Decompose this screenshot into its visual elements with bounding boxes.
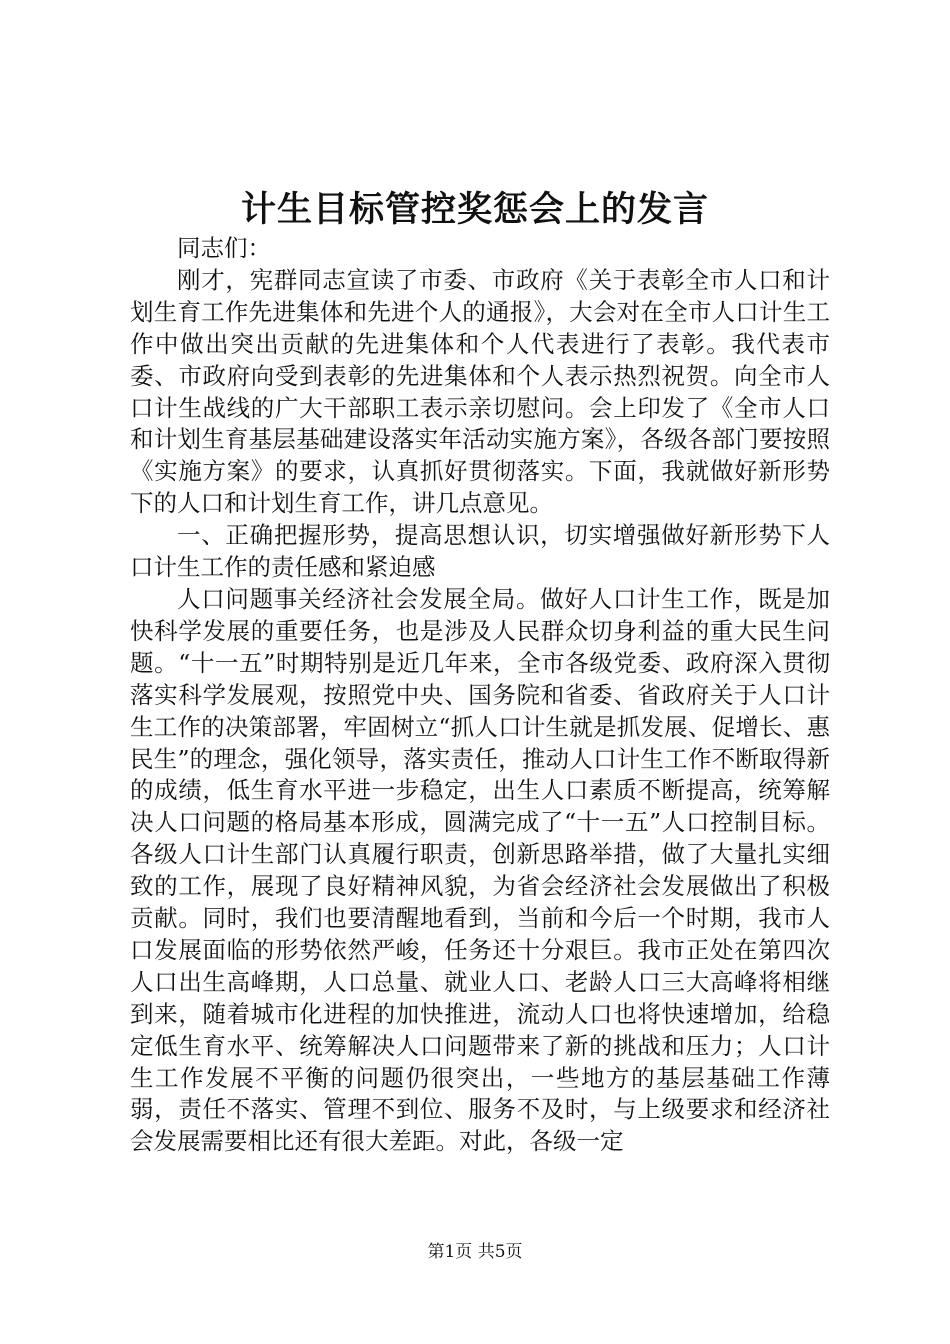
section-heading-paragraph: 一、正确把握形势，提高思想认识，切实增强做好新形势下人口计生工作的责任感和紧迫感 — [130, 521, 830, 582]
salutation-paragraph: 同志们： — [177, 234, 271, 262]
document-title: 计生目标管控奖惩会上的发言 — [240, 189, 709, 230]
page-footer: 第1页 共5页 — [427, 1242, 523, 1262]
body-paragraph: 人口问题事关经济社会发展全局。做好人口计生工作，既是加快科学发展的重要任务，也是涉及人民群众切身利益的重大民生问题。“十一五”时期特别是近几年来，全市各级党委、政府深入贯彻落实科学发展观，按照党中央、国务院和省委、省政府关于人口计生工作的决策部署，牢固树立“抓人口计生就是抓发展、促增长、惠民生”的理念，强化领导，落实责任，推动人口计生工作不断取得新的成绩，低生育水平进一步稳定，出生人口素质不断提高，统筹解决人口问题的格局基本形成，圆满完成了“十一五”人口控制目标。各级人口计生部门认真履行职责，创新思路举措，做了大量扎实细致的工作，展现了良好精神风貌，为省会经济社会发展做出了积极贡献。同时，我们也要清醒地看到，当前和今后一个时期，我市人口发展面临的形势依然严峻，任务还十分艰巨。我市正处在第四次人口出生高峰期，人口总量、就业人口、老龄人口三大高峰将相继到来，随着城市化进程的加快推进，流动人口也将快速增加，给稳定低生育水平、统筹解决人口问题带来了新的挑战和压力；人口计生工作发展不平衡的问题仍很突出，一些地方的基层基础工作薄弱，责任不落实、管理不到位、服务不及时，与上级要求和经济社会发展需要相比还有很大差距。对此，各级一定 — [130, 584, 830, 1156]
document-body — [130, 233, 830, 1158]
intro-paragraph: 刚才，宪群同志宣读了市委、市政府《关于表彰全市人口和计划生育工作先进集体和先进个人的通报》，大会对在全市人口计生工作中做出突出贡献的先进集体和个人代表进行了表彰。我代表市委、市政府向受到表彰的先进集体和个人表示热烈祝贺。向全市人口计生战线的广大干部职工表示亲切慰问。会上印发了《全市人口和计划生育基层基础建设落实年活动实施方案》，各级各部门要按照《实施方案》的要求，认真抓好贯彻落实。下面，我就做好新形势下的人口和计划生育工作，讲几点意见。 — [130, 265, 830, 518]
